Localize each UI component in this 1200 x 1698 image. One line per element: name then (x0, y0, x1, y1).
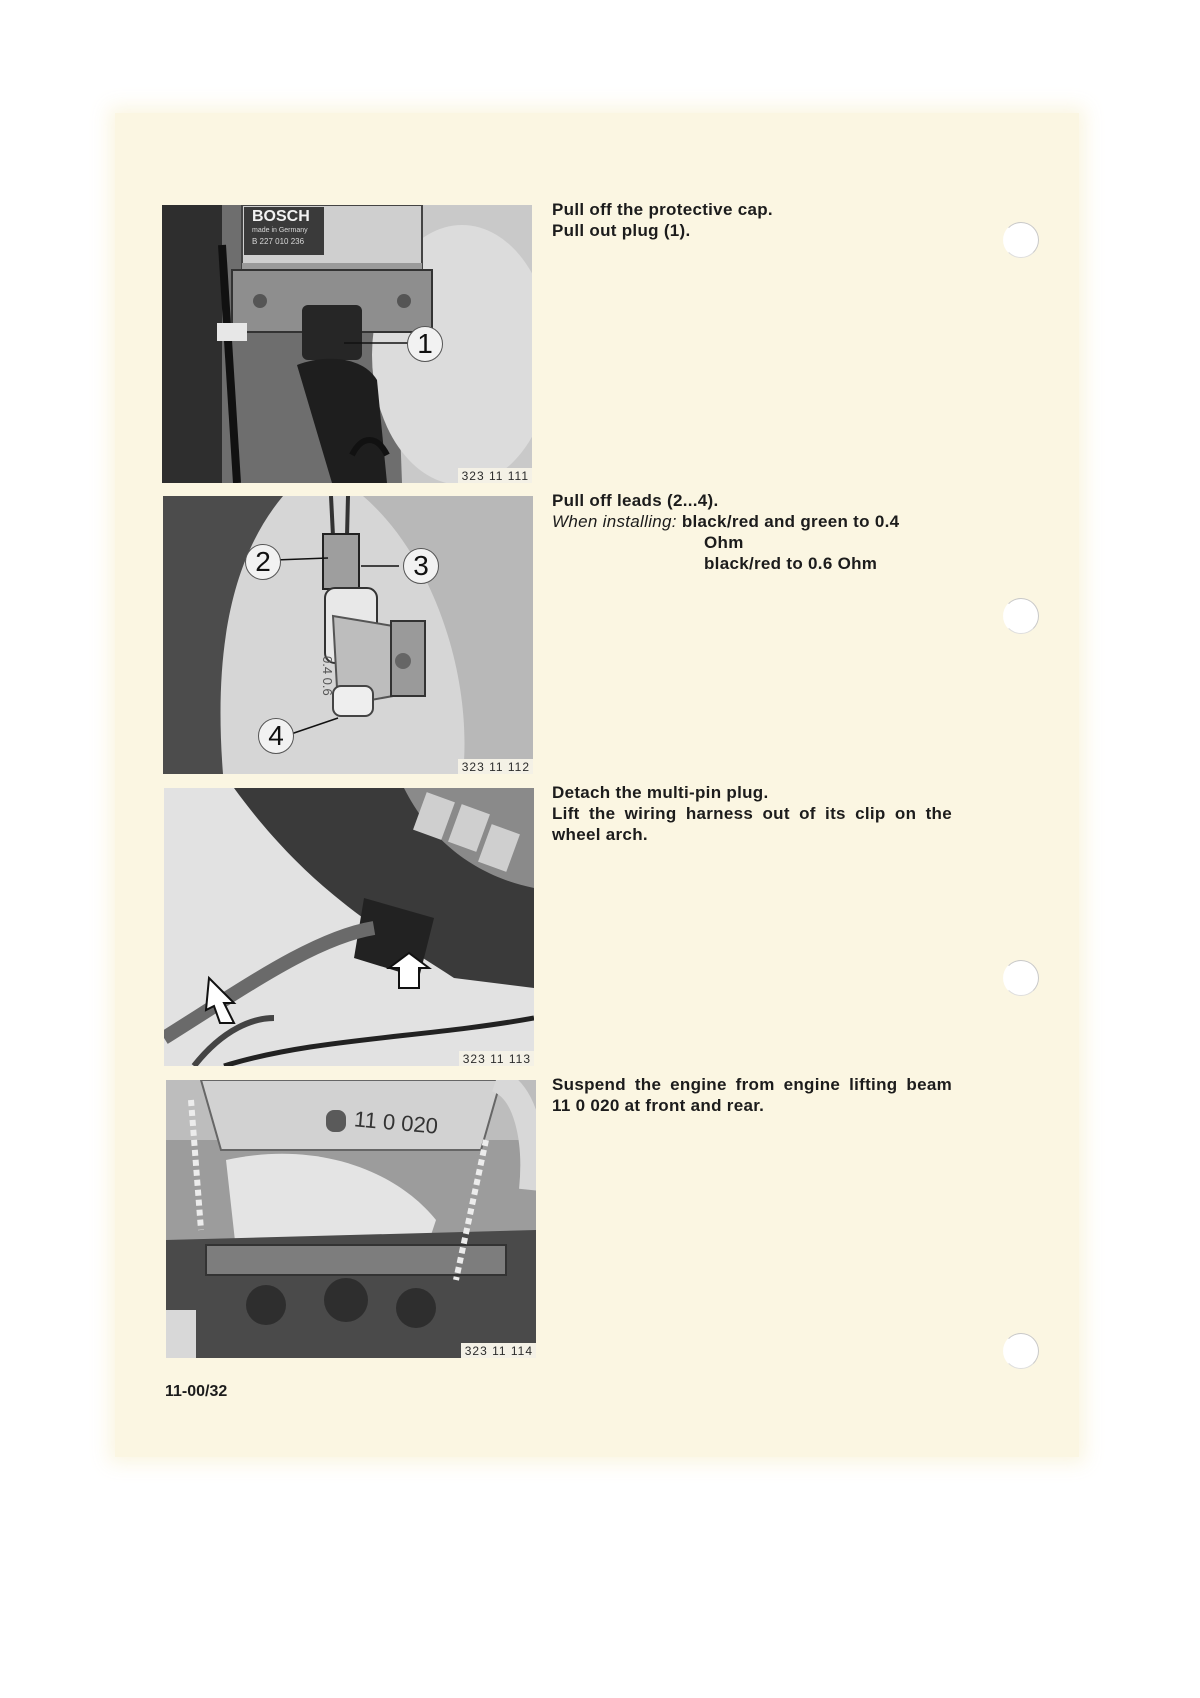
install-line-2: Ohm (704, 533, 744, 552)
step-1-text (552, 199, 952, 241)
callout-2: 2 (245, 544, 281, 580)
photo-number: 323 11 113 (459, 1051, 534, 1066)
install-value: black/red and green to 0.4 (681, 512, 900, 531)
tool-number-label: 11 0 020 (353, 1106, 439, 1139)
punch-hole-3 (1003, 960, 1039, 996)
photo-multipin-plug (164, 788, 534, 1066)
step-line: Pull out plug (1). (552, 221, 691, 240)
install-label: When installing: (552, 512, 677, 531)
photo-ignition-module (162, 205, 532, 483)
photo-number: 323 11 111 (458, 468, 532, 483)
callout-4: 4 (258, 718, 294, 754)
install-line-3: black/red to 0.6 Ohm (704, 554, 878, 573)
step-line: Lift the wiring harness out of its clip on the wheel arch. (552, 804, 952, 844)
photo-number: 323 11 112 (458, 759, 533, 774)
callout-3: 3 (403, 548, 439, 584)
origin-label: made in Germany (252, 227, 308, 234)
punch-hole-4 (1003, 1333, 1039, 1369)
step-line: Pull off leads (2...4). (552, 491, 719, 510)
step-2-text (552, 490, 952, 574)
multipin-plug-image (164, 788, 534, 1066)
punch-hole-2 (1003, 598, 1039, 634)
part-number-label: B 227 010 236 (252, 237, 305, 246)
svg-text:0.4 0.6: 0.4 0.6 (320, 656, 335, 696)
photo-number: 323 11 114 (461, 1343, 536, 1358)
engine-lifting-image (166, 1080, 536, 1358)
photo-resistor-leads (163, 496, 533, 774)
ignition-module-image (162, 205, 532, 483)
page-number: 11-00/32 (165, 1383, 228, 1400)
step-3-text (552, 782, 952, 845)
step-line: Pull off the protective cap. (552, 200, 773, 219)
resistor-leads-image (163, 496, 533, 774)
photo-engine-lifting-beam (166, 1080, 536, 1358)
callout-1: 1 (407, 326, 443, 362)
step-line: Detach the multi-pin plug. (552, 783, 769, 802)
step-line: Suspend the engine from engine lifting beam 11 0 020 at front and rear. (552, 1075, 952, 1115)
step-4-text (552, 1074, 952, 1116)
install-line-1 (552, 511, 952, 532)
punch-hole-1 (1003, 222, 1039, 258)
brand-label: BOSCH (252, 208, 310, 225)
